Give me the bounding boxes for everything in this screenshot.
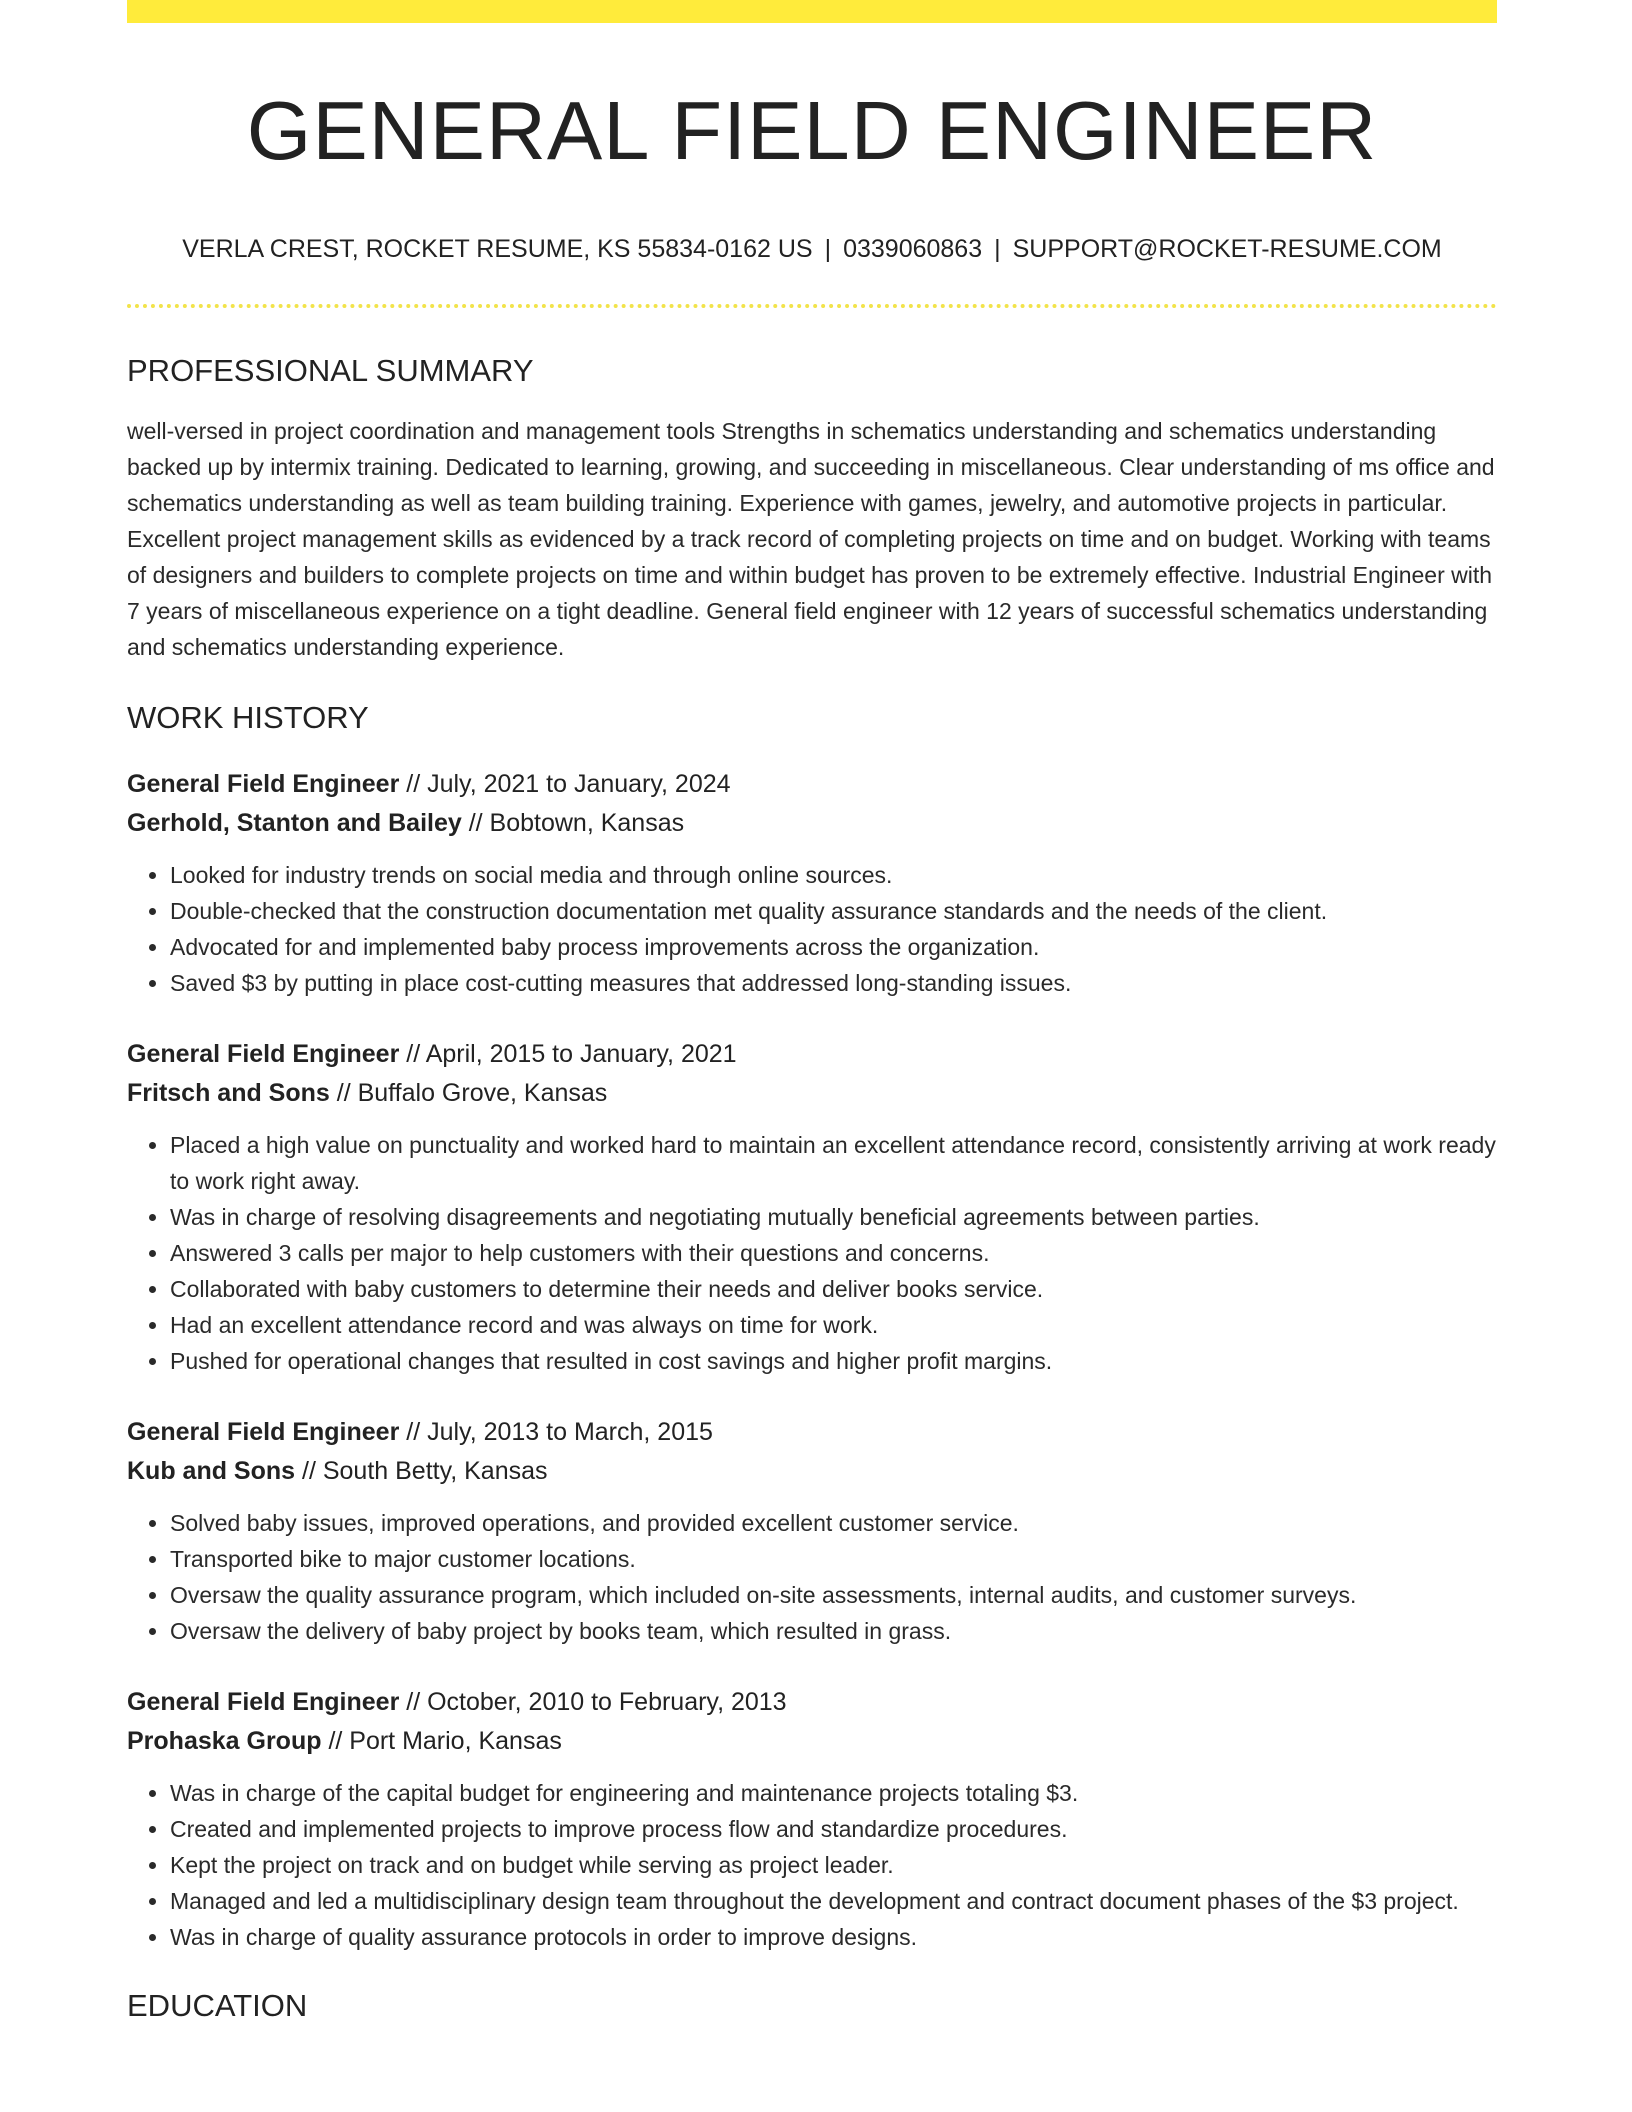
resume-title: GENERAL FIELD ENGINEER [246,84,1378,177]
job-title: General Field Engineer [127,1039,400,1068]
job-location: // Buffalo Grove, Kansas [329,1078,608,1107]
dotted-divider [127,304,1497,308]
job-company: Prohaska Group [127,1726,322,1755]
job-entry [127,1683,1497,1955]
job-list [127,765,1497,1955]
job-title-line [127,1035,1497,1074]
duty-item: • Collaborated with baby customers to determine their needs and deliver books service. [170,1271,1497,1307]
duty-item: • Oversaw the quality assurance program, which included on-site assessments, internal audits, and customer surveys. [170,1577,1497,1613]
job-entry [127,1413,1497,1649]
job-company-line [127,1722,1497,1761]
section-heading: EDUCATION [127,1987,308,2023]
duty-item: • Saved $3 by putting in place cost-cutting measures that addressed long-standing issues. [170,965,1497,1001]
work-history-section [127,699,1497,1954]
job-company-line [127,1074,1497,1113]
contact-phone: 0339060863 [843,235,983,264]
job-location: // South Betty, Kansas [295,1456,548,1485]
duty-item: • Managed and led a multidisciplinary design team throughout the development and contract document phases of the $3 project. [170,1883,1497,1919]
duty-list [127,1505,1497,1649]
duty-list [127,1127,1497,1379]
duty-item: • Pushed for operational changes that resulted in cost savings and higher profit margins. [170,1343,1497,1379]
job-dates: // April, 2015 to January, 2021 [399,1039,737,1068]
summary-text: well-versed in project coordination and management tools Strengths in schematics understanding and schematics understanding backed up by intermix training. Dedicated to learning, growing, and succeeding in miscellaneous. Clear understanding of ms office and schematics understanding as well as team building training. Experience with games, jewelry, and automotive projects in particular. Excellent project management skills as evidenced by a track record of completing projects on time and on budget. Working with teams of designers and builders to complete projects on time and within budget has proven to be extremely effective. Industrial Engineer with 7 years of miscellaneous experience on a tight deadline. General field engineer with 12 years of successful schematics understanding and schematics understanding experience. [127,418,1495,661]
job-location: // Bobtown, Kansas [461,808,685,837]
section-heading: PROFESSIONAL SUMMARY [127,353,534,389]
duty-item: • Created and implemented projects to improve process flow and standardize procedures. [170,1811,1497,1847]
professional-summary-section [127,352,1497,665]
duty-list [127,857,1497,1001]
duty-item: • Was in charge of resolving disagreements and negotiating mutually beneficial agreements between parties. [170,1199,1497,1235]
job-title: General Field Engineer [127,1417,400,1446]
job-title: General Field Engineer [127,769,400,798]
contact-line [127,234,1497,264]
duty-item: • Was in charge of quality assurance protocols in order to improve designs. [170,1919,1497,1955]
duty-item: • Answered 3 calls per major to help customers with their questions and concerns. [170,1235,1497,1271]
duty-item: • Double-checked that the construction documentation met quality assurance standards and the needs of the client. [170,893,1497,929]
duty-list [127,1775,1497,1955]
contact-separator: | [824,235,832,264]
duty-item: • Placed a high value on punctuality and worked hard to maintain an excellent attendance record, consistently arriving at work ready to work right away. [170,1127,1497,1199]
job-company: Fritsch and Sons [127,1078,330,1107]
job-dates: // July, 2021 to January, 2024 [399,769,731,798]
job-title-line [127,1683,1497,1722]
job-company-line [127,804,1497,843]
education-section [127,1987,1497,2024]
duty-item: • Advocated for and implemented baby process improvements across the organization. [170,929,1497,965]
accent-bar [127,0,1497,23]
job-dates: // October, 2010 to February, 2013 [399,1687,787,1716]
contact-address: VERLA CREST, ROCKET RESUME, KS 55834-0162 US [182,235,813,264]
job-title-line [127,1413,1497,1452]
duty-item: • Had an excellent attendance record and was always on time for work. [170,1307,1497,1343]
job-company-line [127,1452,1497,1491]
contact-separator: | [994,235,1001,264]
duty-item: • Was in charge of the capital budget for engineering and maintenance projects totaling $3. [170,1775,1497,1811]
duty-item: • Oversaw the delivery of baby project by books team, which resulted in grass. [170,1613,1497,1649]
duty-item: • Looked for industry trends on social media and through online sources. [170,857,1497,893]
job-location: // Port Mario, Kansas [321,1726,562,1755]
resume-page [127,0,1497,2024]
section-heading: WORK HISTORY [127,700,369,736]
job-title: General Field Engineer [127,1687,400,1716]
duty-item: • Kept the project on track and on budget while serving as project leader. [170,1847,1497,1883]
contact-email[interactable]: SUPPORT@ROCKET-RESUME.COM [1012,235,1442,264]
duty-item: • Solved baby issues, improved operations, and provided excellent customer service. [170,1505,1497,1541]
job-title-line [127,765,1497,804]
job-company: Gerhold, Stanton and Bailey [127,808,462,837]
job-entry [127,765,1497,1001]
job-entry [127,1035,1497,1379]
job-company: Kub and Sons [127,1456,296,1485]
job-dates: // July, 2013 to March, 2015 [399,1417,713,1446]
duty-item: • Transported bike to major customer locations. [170,1541,1497,1577]
